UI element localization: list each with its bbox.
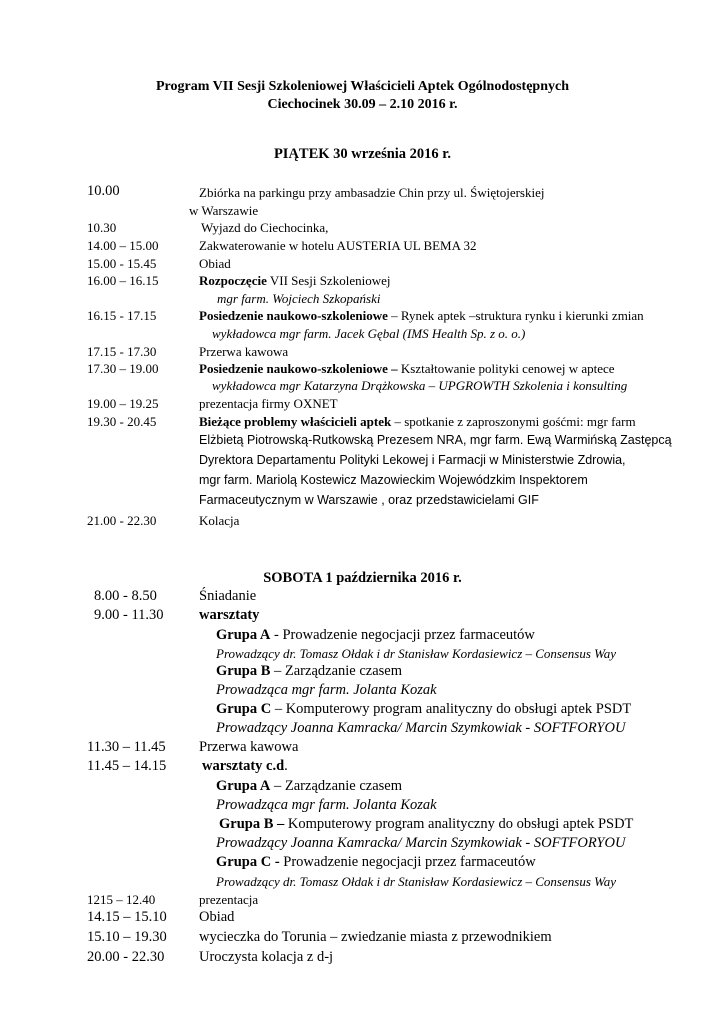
schedule-rest: – spotkanie z zaproszonymi gośćmi: mgr farm [391,414,636,429]
schedule-rest: Kształtowanie polityki cenowej w aptece [397,361,615,376]
schedule-time: 21.00 - 22.30 [87,513,157,528]
schedule-time: 16.15 - 17.15 [87,308,157,323]
schedule-text-continued: Dyrektora Departamentu Polityki Lekowej i Farmacji w Ministerstwie Zdrowia, [199,453,626,467]
workshop-group [216,627,535,644]
schedule-time: 15.10 – 19.30 [87,929,167,945]
schedule-text: warsztaty [199,607,260,623]
schedule-time: 17.30 – 19.00 [87,361,159,376]
schedule-rest: . [284,758,288,774]
group-label: Grupa B [216,663,271,679]
schedule-text: w Warszawie [189,203,259,218]
schedule-time: 1215 – 12.40 [87,892,156,907]
schedule-time: 14.00 – 15.00 [87,238,159,253]
saturday-heading: SOBOTA 1 października 2016 r. [263,570,462,586]
schedule-bold: Rozpoczęcie [199,273,267,288]
schedule-person: Prowadzący Joanna Kamracka/ Marcin Szymkowiak - SOFTFORYOU [216,835,626,851]
schedule-text-continued: mgr farm. Mariolą Kostewicz Mazowieckim Wojewódzkim Inspektorem [199,473,588,487]
group-label: Grupa C [216,701,272,717]
schedule-text [202,758,288,775]
schedule-time: 9.00 - 11.30 [94,607,164,623]
schedule-time: 14.15 – 15.10 [87,909,167,925]
group-topic: – Zarządzanie czasem [270,663,403,679]
schedule-text: wycieczka do Torunia – zwiedzanie miasta z przewodnikiem [199,929,552,945]
schedule-time: 19.30 - 20.45 [87,414,157,429]
schedule-time: 11.45 – 14.15 [87,758,167,774]
schedule-time: 19.00 – 19.25 [87,396,159,411]
schedule-text: Kolacja [199,513,240,528]
group-topic: - Prowadzenie negocjacji przez farmaceutów [270,627,535,643]
workshop-group [216,854,536,871]
workshop-group [216,663,402,680]
schedule-text: Śniadanie [199,588,257,604]
schedule-person: Prowadzący dr. Tomasz Ołdak i dr Stanisław Kordasiewicz – Consensus Way [216,646,617,661]
schedule-text [199,308,644,324]
schedule-text: prezentacja [199,892,259,907]
schedule-time: 17.15 - 17.30 [87,344,157,359]
schedule-text-continued: Elżbietą Piotrowską-Rutkowską Prezesem NRA, mgr farm. Ewą Warmińską Zastępcą [199,433,672,447]
group-label: Grupa C - [216,854,280,870]
schedule-text: Wyjazd do Ciechocinka, [201,220,329,235]
schedule-person: Prowadzący dr. Tomasz Ołdak i dr Stanisław Kordasiewicz – Consensus Way [216,874,617,889]
schedule-time: 20.00 - 22.30 [87,949,165,965]
workshop-group [216,701,631,718]
group-label: Grupa A [216,778,271,794]
schedule-bold: warsztaty c.d [202,758,285,774]
group-topic: Komputerowy program analityczny do obsługi aptek PSDT [284,816,634,832]
group-label: Grupa A [216,627,271,643]
schedule-person: wykładowca mgr Katarzyna Drążkowska – UPGROWTH Szkolenia i konsulting [212,378,628,393]
schedule-time: 10.30 [87,220,117,235]
group-topic: – Zarządzanie czasem [270,778,403,794]
workshop-group [219,816,633,833]
friday-heading: PIĄTEK 30 września 2016 r. [273,146,452,162]
schedule-time: 8.00 - 8.50 [94,588,157,604]
schedule-person: wykładowca mgr farm. Jacek Gębal (IMS Health Sp. z o. o.) [212,326,526,341]
schedule-person: Prowadząca mgr farm. Jolanta Kozak [216,797,437,813]
schedule-person: Prowadzący Joanna Kamracka/ Marcin Szymkowiak - SOFTFORYOU [216,720,626,736]
schedule-text: Uroczysta kolacja z d-j [199,949,334,965]
schedule-bold: Posiedzenie naukowo-szkoleniowe – [199,361,398,376]
schedule-text [199,361,615,377]
schedule-bold: Bieżące problemy właścicieli aptek [199,414,392,429]
schedule-time: 16.00 – 16.15 [87,273,159,288]
document-subtitle: Ciechocinek 30.09 – 2.10 2016 r. [267,97,458,112]
schedule-person: mgr farm. Wojciech Szkopański [217,291,381,306]
group-topic: Prowadzenie negocjacji przez farmaceutów [279,854,536,870]
schedule-text: Zbiórka na parkingu przy ambasadzie Chin przy ul. Świętojerskiej [199,185,545,200]
schedule-text: prezentacja firmy OXNET [199,396,338,411]
schedule-time: 15.00 - 15.45 [87,256,157,271]
schedule-text: Obiad [199,256,231,271]
schedule-text: Przerwa kawowa [199,739,299,755]
schedule-time: 10.00 [87,183,120,199]
schedule-text: Obiad [199,909,235,925]
schedule-text-continued: Farmaceutycznym w Warszawie , oraz przedstawicielami GIF [199,493,539,507]
schedule-bold: Posiedzenie naukowo-szkoleniowe [199,308,388,323]
schedule-text [199,273,390,289]
workshop-group [216,778,402,795]
group-topic: – Komputerowy program analityczny do obsługi aptek PSDT [271,701,632,717]
schedule-text: Zakwaterowanie w hotelu AUSTERIA UL BEMA 32 [199,238,477,253]
group-label: Grupa B – [219,816,285,832]
schedule-text: Przerwa kawowa [199,344,289,359]
schedule-text [199,414,636,430]
schedule-time: 11.30 – 11.45 [87,739,166,755]
schedule-rest: – Rynek aptek –struktura rynku i kierunki zmian [387,308,644,323]
schedule-rest: VII Sesji Szkoleniowej [266,273,391,288]
schedule-person: Prowadząca mgr farm. Jolanta Kozak [216,682,437,698]
document-title: Program VII Sesji Szkoleniowej Właścicieli Aptek Ogólnodostępnych [155,79,569,94]
